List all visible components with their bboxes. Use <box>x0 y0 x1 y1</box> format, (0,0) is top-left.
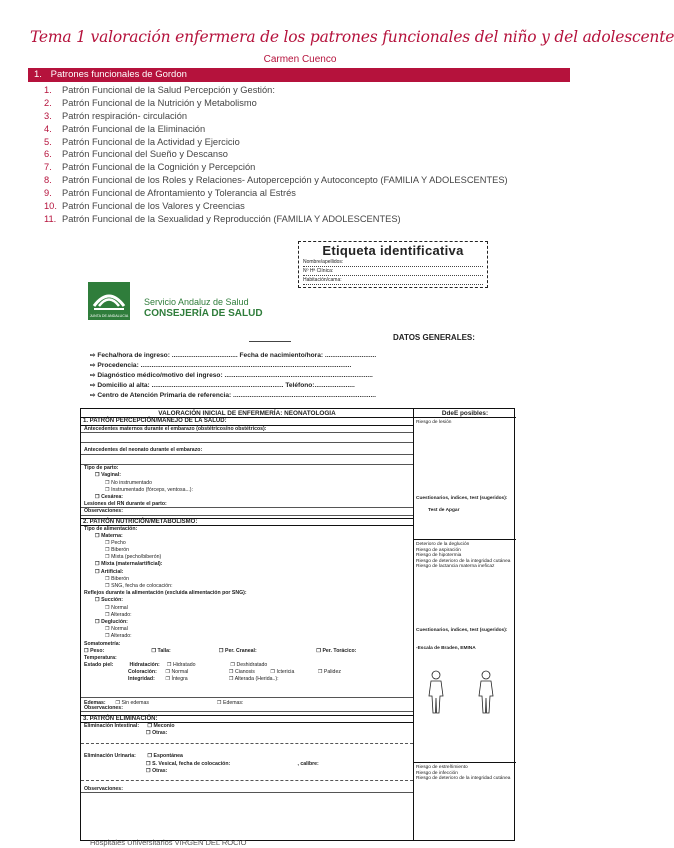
pattern-item <box>44 98 574 111</box>
pattern-text: Patrón Funcional de la Actividad y Ejercicio <box>62 136 240 147</box>
footer: Hospitales Universitarios VIRGEN DEL ROCIO <box>90 838 247 847</box>
pattern-item <box>44 175 574 188</box>
form-checkbox-line: ❐ Biberón <box>105 547 129 554</box>
edema-label: Edemas: <box>84 699 106 706</box>
form-blank-line <box>81 433 413 443</box>
form-checkbox-line: ❐ SNG, fecha de colocación: <box>105 583 173 589</box>
option-edema: ❐ Edemas: <box>216 699 244 706</box>
pattern-item <box>44 124 574 137</box>
option-cyanosis: ❐ Cianosis <box>228 669 255 676</box>
pattern-text: Patrón Funcional de los Roles y Relaciones- Autopercepción y Autoconcepto (FAMILIA Y ADOLESCENTES) <box>62 175 508 186</box>
divider <box>249 341 291 342</box>
pattern-item <box>44 214 574 227</box>
form-checkbox-line: ❐ Normal <box>105 604 128 611</box>
form-checkbox-line: ❐ Alterado: <box>105 633 132 640</box>
dx-item: Riesgo de lactancia materna ineficaz <box>416 564 495 570</box>
section-2-title: 2. PATRÓN NUTRICIÓN/METABOLISMO: <box>81 518 413 526</box>
form-separator <box>81 743 413 753</box>
assessment-form <box>80 408 515 841</box>
dx-item: Riesgo de deterioro de la integridad cutánea <box>416 558 511 564</box>
id-label-row: Nº Hª Clínica: <box>303 268 483 276</box>
right-box-2 <box>414 540 516 763</box>
option-jaundice: ❐ Ictericia <box>270 669 295 676</box>
skin-hydration-row <box>81 662 413 669</box>
form-blank-line <box>81 455 413 465</box>
form-checkbox-line: ❐ No instrumentado <box>105 479 153 486</box>
elim-urinary-row <box>81 753 413 760</box>
datos-row: ⇨ Procedencia: ................................................................................................................... <box>90 362 352 369</box>
option-no-edema: ❐ Sin edemas <box>115 699 149 706</box>
pattern-text: Patrón respiración- circulación <box>62 110 188 121</box>
pattern-text: Patrón Funcional del Sueño y Descanso <box>62 149 228 160</box>
chest-circ-field: ❐ Per. Torácico: <box>316 647 357 654</box>
dx-test-item: Test de Apgar <box>428 508 460 513</box>
pattern-item <box>44 137 574 150</box>
height-field: ❐ Talla: <box>151 647 171 654</box>
form-line: Antecedentes del neonato durante el embarazo: <box>81 443 413 455</box>
form-line: Tipo de alimentación: <box>84 525 138 532</box>
form-checkbox-line: ❐ Normal <box>105 626 128 633</box>
somatometria-row <box>81 648 413 655</box>
pattern-text: Patrón Funcional de la Salud Percepción y Gestión: <box>62 85 275 95</box>
option-hydrated: ❐ Hidratado <box>166 662 196 669</box>
dx-item: Deterioro de la deglución <box>416 542 470 547</box>
intestinal-label: Eliminación Intestinal: <box>84 723 140 729</box>
option-altered: ❐ Alterada (Herida..): <box>228 676 279 683</box>
weight-field: ❐ Peso: <box>84 647 105 654</box>
elim-intestinal-row <box>81 723 413 730</box>
junta-andalucia-logo <box>88 282 130 320</box>
pattern-list <box>44 85 574 227</box>
pattern-item <box>44 188 574 201</box>
id-label-row: Nombre/apellidos: <box>303 259 483 267</box>
pattern-number: 10. <box>44 201 57 212</box>
skin-integrity-row <box>81 676 413 683</box>
form-checkbox-line: ❐ Vaginal: <box>95 472 121 479</box>
author: Carmen Cuenco <box>263 54 337 65</box>
option-normal: ❐ Normal <box>165 669 189 676</box>
pattern-item <box>44 85 574 98</box>
id-label-box <box>298 241 488 288</box>
pattern-number: 6. <box>44 149 52 160</box>
form-line: Temperatura: <box>84 654 117 661</box>
form-checkbox-line: ❐ Alterado: <box>105 611 132 618</box>
dx-tests-label: Cuestionarios, índices, test (sugeridos): <box>416 496 508 501</box>
pattern-number: 8. <box>44 175 52 186</box>
pattern-number: 1. <box>44 85 52 95</box>
pattern-item <box>44 162 574 175</box>
form-line: Observaciones: <box>81 786 413 793</box>
integrity-label: Integridad: <box>128 676 155 683</box>
form-line: Somatometría: <box>84 640 121 647</box>
right-box-3 <box>414 763 516 784</box>
dx-item: Riesgo de deterioro de la integridad cutánea <box>416 776 511 782</box>
pattern-number: 5. <box>44 136 52 147</box>
section-number: 1. <box>34 69 42 80</box>
datos-generales-heading: DATOS GENERALES: <box>393 333 475 342</box>
pattern-item <box>44 149 574 162</box>
option-dehydrated: ❐ Deshidratado <box>230 662 268 669</box>
form-line: Lesiones del RN durante el parto: <box>81 501 413 508</box>
form-header-right: DdeE posibles: <box>414 409 516 418</box>
section-1-title: 1. PATRÓN PERCEPCIÓN/MANEJO DE LA SALUD: <box>81 418 413 426</box>
head-circ-field: ❐ Per. Craneal: <box>218 647 257 654</box>
pattern-text: Patrón Funcional de la Sexualidad y Reproducción (FAMILIA Y ADOLESCENTES) <box>62 213 401 224</box>
form-checkbox-line: ❐ Mixta (pecho/biberón) <box>105 554 162 561</box>
form-line: Reflejos durante la alimentación (excluida alimentación por SNG): <box>84 590 247 597</box>
skin-label: Estado piel: <box>84 662 114 669</box>
pattern-text: Patrón Funcional de la Nutrición y Metabolismo <box>62 97 257 108</box>
pattern-text: Patrón Funcional de la Cognición y Percepción <box>62 162 256 173</box>
page-title: Tema 1 valoración enfermera de los patrones funcionales del niño y del adolescente <box>30 28 674 46</box>
form-checkbox-line: ❐ Instrumentado (fórceps, ventosa...): <box>105 486 193 493</box>
pattern-number: 11. <box>44 213 57 224</box>
dx-item: Riesgo de estreñimiento <box>416 765 468 770</box>
dx-tests-label: Cuestionarios, índices, test (sugeridos): <box>416 628 508 633</box>
option-spontaneous: ❐ Espontánea <box>147 753 183 760</box>
pattern-text: Patrón Funcional de los Valores y Creencias <box>62 201 245 212</box>
dx-item: Riesgo de aspiración <box>416 547 461 553</box>
form-line: Observaciones: <box>81 508 413 515</box>
catheter-row <box>81 761 413 768</box>
pattern-number: 3. <box>44 110 52 121</box>
form-checkbox-line: ❐ Materna: <box>95 532 123 539</box>
pattern-item <box>44 201 574 214</box>
option-catheter: ❐ S. Vesical, fecha de colocación: <box>146 760 231 767</box>
consejeria-label: CONSEJERÍA DE SALUD <box>144 308 263 319</box>
form-line: Observaciones: <box>81 705 413 712</box>
datos-row: ⇨ Diagnóstico médico/motivo del ingreso: ................................................................................. <box>90 372 373 379</box>
datos-row: ⇨ Domicilio al alta: ........................................................................ Teléfono:...................... <box>90 382 355 389</box>
form-checkbox-line: ❐ Otras: <box>146 767 168 774</box>
body-back-icon <box>474 670 498 714</box>
dx-item: Riesgo de lesión <box>416 420 452 425</box>
form-line: Tipo de parto: <box>84 465 119 472</box>
form-checkbox-line: ❐ Pecho <box>105 539 126 546</box>
form-line: Antecedentes maternos durante el embarazo (obstétricos/no obstétricos): <box>81 426 413 433</box>
edema-row <box>81 698 413 705</box>
pattern-text: Patrón Funcional de la Eliminación <box>62 123 206 134</box>
form-checkbox-line: ❐ Cesárea: <box>95 493 124 500</box>
datos-row: ⇨ Fecha/hora de ingreso: .................................... Fecha de nacimiento/hora: ............................ <box>90 352 377 359</box>
id-label-row: Habitación/cama: <box>303 277 483 285</box>
form-checkbox-line: ❐ Succión: <box>95 597 123 604</box>
urinary-label: Eliminación Urinaria: <box>84 753 136 760</box>
form-checkbox-line: ❐ Artificial: <box>95 568 124 575</box>
right-box-1 <box>414 418 516 540</box>
pattern-number: 9. <box>44 188 52 199</box>
section-header <box>28 68 570 82</box>
id-label-heading: Etiqueta identificativa <box>322 243 464 258</box>
dx-test-item: -Escala de Braden, EMINA <box>416 646 476 651</box>
option-pallor: ❐ Palidez <box>317 669 341 676</box>
hydration-label: Hidratación: <box>129 662 160 669</box>
form-right-column <box>414 409 516 840</box>
form-header: VALORACIÓN INICIAL DE ENFERMERÍA: NEONATOLOGIA <box>81 409 413 418</box>
form-checkbox-line: ❐ Deglución: <box>95 618 128 625</box>
form-blank-line <box>81 684 413 698</box>
dx-item: Riesgo de infección <box>416 770 458 776</box>
pattern-text: Patrón Funcional de Afrontamiento y Tolerancia al Estrés <box>62 188 296 199</box>
form-left-column <box>81 409 414 840</box>
sas-label: Servicio Andaluz de Salud <box>144 297 249 307</box>
form-checkbox-line: ❐ Mixta (materna/artificial): <box>95 561 163 568</box>
pattern-number: 2. <box>44 97 52 108</box>
option-meconium: ❐ Meconio <box>147 723 175 729</box>
pattern-item <box>44 111 574 124</box>
pattern-number: 7. <box>44 162 52 173</box>
option-intact: ❐ Íntegra <box>165 676 188 683</box>
dx-item: Riesgo de hipotermia <box>416 553 462 559</box>
section-3-title: 3. PATRÓN ELIMINACIÓN: <box>81 715 413 723</box>
datos-row: ⇨ Centro de Atención Primaria de referencia: .............................................................................. <box>90 392 376 399</box>
color-label: Coloración: <box>128 669 157 676</box>
body-front-icon <box>424 670 448 714</box>
section-label: Patrones funcionales de Gordon <box>50 69 187 80</box>
form-checkbox-line: ❐ Biberón <box>105 575 129 582</box>
caliber-field: , calibre: <box>297 760 319 767</box>
pattern-number: 4. <box>44 123 52 134</box>
form-checkbox-line: ❐ Otras: <box>146 730 168 737</box>
datos-generales-list <box>90 351 510 401</box>
junta-label: JUNTA DE ANDALUCIA <box>89 314 129 318</box>
